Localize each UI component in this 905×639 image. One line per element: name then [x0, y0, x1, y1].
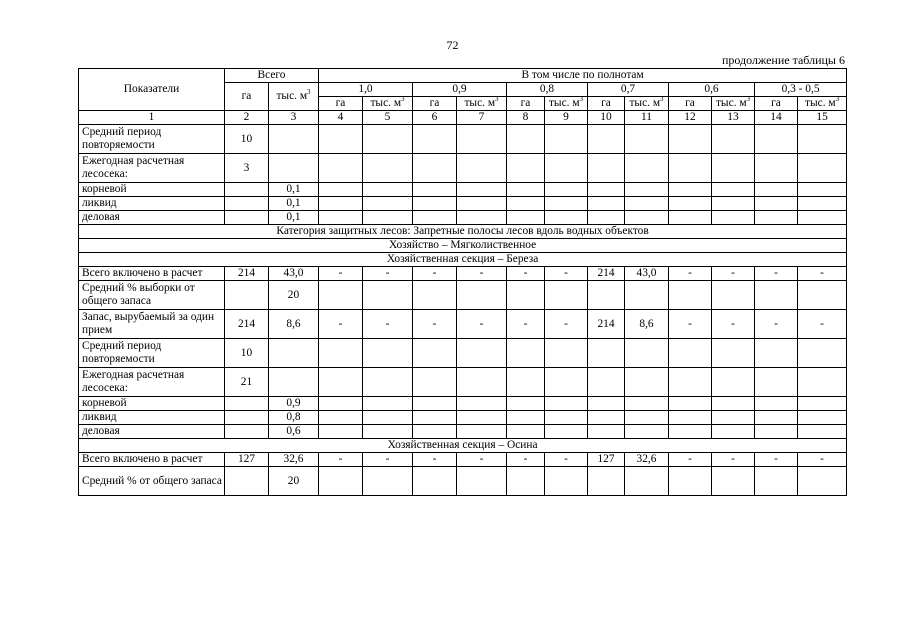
header-ha: га: [755, 97, 798, 111]
table-cell: [225, 183, 269, 197]
header-including: В том числе по полнотам: [319, 69, 847, 83]
table-cell: [363, 281, 413, 310]
table-row: [79, 411, 847, 425]
table-cell: -: [545, 453, 588, 467]
table-cell: [269, 368, 319, 397]
column-number: 6: [413, 111, 457, 125]
table-cell: [798, 467, 847, 496]
table-cell: -: [755, 453, 798, 467]
table-cell: [457, 125, 507, 154]
table-cell: [545, 183, 588, 197]
table-cell: 214: [588, 267, 625, 281]
table-cell: [588, 183, 625, 197]
table-cell: [363, 154, 413, 183]
header-thous: тыс. $м^3$: [545, 97, 588, 111]
table-cell: [625, 368, 669, 397]
table-cell: [507, 339, 545, 368]
table-cell: [545, 425, 588, 439]
table-row: [79, 125, 847, 154]
table-cell: [712, 211, 755, 225]
table-row: [79, 281, 847, 310]
table-cell: [798, 339, 847, 368]
table-cell: [457, 368, 507, 397]
column-number: 4: [319, 111, 363, 125]
table-cell: [669, 397, 712, 411]
table-cell: -: [319, 267, 363, 281]
header-thous: тыс. $м^3$: [457, 97, 507, 111]
table-cell: [363, 397, 413, 411]
table-cell: [413, 154, 457, 183]
header-ha: га: [507, 97, 545, 111]
table-cell: [225, 197, 269, 211]
table-cell: -: [755, 267, 798, 281]
table-cell: [712, 425, 755, 439]
table-cell: [798, 125, 847, 154]
table-cell: 127: [588, 453, 625, 467]
table-cell: [755, 183, 798, 197]
table-cell: [755, 281, 798, 310]
header-density: 1,0: [319, 83, 413, 97]
table-cell: [545, 154, 588, 183]
table-cell: [457, 411, 507, 425]
table-cell: [319, 467, 363, 496]
table-row: [79, 339, 847, 368]
table-cell: [588, 397, 625, 411]
row-label: деловая: [79, 425, 225, 439]
table-cell: [625, 197, 669, 211]
table-cell: [225, 411, 269, 425]
table-cell: [319, 281, 363, 310]
table-cell: [669, 125, 712, 154]
table-cell: [269, 154, 319, 183]
section-title: Хозяйственная секция – Береза: [79, 253, 847, 267]
table-cell: [755, 368, 798, 397]
table-cell: [319, 125, 363, 154]
table-cell: 32,6: [625, 453, 669, 467]
table-cell: [507, 411, 545, 425]
table-cell: -: [507, 453, 545, 467]
table-cell: [669, 281, 712, 310]
table-cell: [457, 154, 507, 183]
row-label: Всего включено в расчет: [79, 453, 225, 467]
table-cell: 0,1: [269, 211, 319, 225]
table-cell: 8,6: [625, 310, 669, 339]
table-cell: -: [457, 453, 507, 467]
table-cell: [755, 467, 798, 496]
table-row: [79, 453, 847, 467]
table-cell: [507, 425, 545, 439]
table-cell: [712, 397, 755, 411]
table-cell: [625, 183, 669, 197]
table-cell: [588, 125, 625, 154]
row-label: Всего включено в расчет: [79, 267, 225, 281]
section-header-row: [79, 439, 847, 453]
table-cell: [669, 183, 712, 197]
column-number: 2: [225, 111, 269, 125]
column-number: 14: [755, 111, 798, 125]
table-cell: [413, 397, 457, 411]
table-cell: -: [319, 310, 363, 339]
table-cell: [798, 281, 847, 310]
table-cell: [588, 368, 625, 397]
table-cell: [712, 125, 755, 154]
table-cell: [363, 339, 413, 368]
table-cell: [363, 467, 413, 496]
table-cell: [363, 197, 413, 211]
table-cell: [457, 211, 507, 225]
header-thous: тыс. $м^3$: [625, 97, 669, 111]
table-cell: [269, 339, 319, 368]
forest-table: [78, 68, 847, 496]
page-number: 72: [446, 38, 459, 52]
table-row: [79, 397, 847, 411]
table-cell: [712, 183, 755, 197]
table-cell: [798, 154, 847, 183]
header-thous: тыс. $м^3$: [712, 97, 755, 111]
table-cell: [507, 467, 545, 496]
section-header-row: [79, 253, 847, 267]
table-cell: [669, 368, 712, 397]
row-label: Запас, вырубаемый за один прием: [79, 310, 225, 339]
table-cell: 214: [225, 267, 269, 281]
table-cell: 214: [588, 310, 625, 339]
column-number: 1: [79, 111, 225, 125]
table-cell: [413, 281, 457, 310]
table-cell: -: [712, 267, 755, 281]
table-cell: [755, 397, 798, 411]
table-cell: [625, 125, 669, 154]
table-cell: -: [457, 267, 507, 281]
table-cell: -: [712, 310, 755, 339]
header-total-thous: тыс. $м^3$: [269, 83, 319, 111]
table-cell: [588, 411, 625, 425]
table-cell: -: [798, 453, 847, 467]
table-cell: [457, 397, 507, 411]
table-cell: 10: [225, 339, 269, 368]
table-cell: 32,6: [269, 453, 319, 467]
table-cell: [225, 281, 269, 310]
header-ha: га: [669, 97, 712, 111]
table-cell: [798, 368, 847, 397]
table-cell: [588, 281, 625, 310]
table-cell: -: [669, 267, 712, 281]
table-cell: [413, 425, 457, 439]
table-row: [79, 267, 847, 281]
table-row: [79, 197, 847, 211]
table-cell: [363, 125, 413, 154]
table-cell: -: [755, 310, 798, 339]
table-cell: -: [363, 453, 413, 467]
table-cell: [712, 411, 755, 425]
column-number: 15: [798, 111, 847, 125]
row-label: Средний период повторяемости: [79, 339, 225, 368]
row-label: Ежегодная расчетная лесосека:: [79, 154, 225, 183]
table-cell: -: [669, 310, 712, 339]
table-cell: [755, 197, 798, 211]
table-row: [79, 368, 847, 397]
table-cell: [798, 397, 847, 411]
table-cell: [625, 281, 669, 310]
table-cell: [413, 125, 457, 154]
row-label: Средний % выборки от общего запаса: [79, 281, 225, 310]
table-cell: [669, 154, 712, 183]
table-row: [79, 183, 847, 197]
table-cell: [625, 425, 669, 439]
table-cell: [413, 368, 457, 397]
table-cell: [507, 154, 545, 183]
row-label: ликвид: [79, 411, 225, 425]
table-cell: -: [798, 267, 847, 281]
table-cell: 214: [225, 310, 269, 339]
table-cell: [507, 211, 545, 225]
section-header-row: [79, 239, 847, 253]
table-cell: -: [507, 310, 545, 339]
table-cell: [225, 425, 269, 439]
table-cell: [413, 211, 457, 225]
table-row: [79, 425, 847, 439]
table-cell: [507, 125, 545, 154]
table-cell: [625, 339, 669, 368]
table-cell: [712, 368, 755, 397]
table-cell: [319, 211, 363, 225]
table-cell: [413, 467, 457, 496]
table-cell: [319, 397, 363, 411]
section-title: Категория защитных лесов: Запретные полосы лесов вдоль водных объектов: [79, 225, 847, 239]
table-cell: [625, 467, 669, 496]
table-cell: [363, 368, 413, 397]
header-indicators: Показатели: [79, 69, 225, 111]
table-cell: [755, 211, 798, 225]
table-cell: [457, 183, 507, 197]
column-number: 9: [545, 111, 588, 125]
table-cell: -: [457, 310, 507, 339]
table-cell: [798, 211, 847, 225]
table-cell: 10: [225, 125, 269, 154]
table-cell: [669, 211, 712, 225]
table-cell: [712, 197, 755, 211]
header-ha: га: [588, 97, 625, 111]
section-header-row: [79, 225, 847, 239]
table-cell: -: [712, 453, 755, 467]
table-cell: [507, 281, 545, 310]
table-cell: 0,8: [269, 411, 319, 425]
header-density: 0,9: [413, 83, 507, 97]
column-number: 3: [269, 111, 319, 125]
table-cell: -: [545, 267, 588, 281]
header-density: 0,3 - 0,5: [755, 83, 847, 97]
table-cell: [319, 197, 363, 211]
table-cell: [625, 411, 669, 425]
table-cell: [545, 211, 588, 225]
table-cell: 20: [269, 281, 319, 310]
table-cell: [507, 368, 545, 397]
table-cell: 43,0: [269, 267, 319, 281]
table-cell: [319, 154, 363, 183]
table-cell: [588, 339, 625, 368]
table-cell: [225, 211, 269, 225]
table-cell: -: [413, 267, 457, 281]
table-cell: 0,9: [269, 397, 319, 411]
row-label: деловая: [79, 211, 225, 225]
table-row: [79, 467, 847, 496]
table-cell: [588, 425, 625, 439]
table-cell: [755, 339, 798, 368]
table-cell: 0,6: [269, 425, 319, 439]
table-cell: [319, 183, 363, 197]
table-cell: [625, 154, 669, 183]
table-cell: [669, 425, 712, 439]
table-cell: [507, 197, 545, 211]
table-cell: [712, 281, 755, 310]
table-cell: [545, 467, 588, 496]
table-cell: [588, 197, 625, 211]
table-cell: [798, 411, 847, 425]
table-cell: -: [319, 453, 363, 467]
table-cell: [413, 197, 457, 211]
table-cell: [507, 397, 545, 411]
table-cell: -: [798, 310, 847, 339]
table-cell: [712, 339, 755, 368]
header-thous: тыс. $м^3$: [798, 97, 847, 111]
table-cell: [755, 125, 798, 154]
table-cell: -: [363, 310, 413, 339]
row-label: Средний период повторяемости: [79, 125, 225, 154]
table-cell: [588, 467, 625, 496]
table-cell: [269, 125, 319, 154]
table-cell: [457, 425, 507, 439]
table-cell: [588, 211, 625, 225]
column-number: 13: [712, 111, 755, 125]
table-cell: [669, 467, 712, 496]
table-cell: 3: [225, 154, 269, 183]
table-cell: 43,0: [625, 267, 669, 281]
header-density: 0,8: [507, 83, 588, 97]
table-cell: [319, 368, 363, 397]
header-total: Всего: [225, 69, 319, 83]
header-density: 0,6: [669, 83, 755, 97]
table-cell: [457, 339, 507, 368]
table-row: [79, 154, 847, 183]
table-cell: [798, 425, 847, 439]
table-cell: [669, 197, 712, 211]
table-cell: [225, 397, 269, 411]
table-cell: [457, 467, 507, 496]
table-cell: 0,1: [269, 197, 319, 211]
table-cell: -: [669, 453, 712, 467]
table-cell: [507, 183, 545, 197]
table-cell: [798, 197, 847, 211]
table-cell: [363, 211, 413, 225]
table-cell: [363, 411, 413, 425]
row-label: ликвид: [79, 197, 225, 211]
table-row: [79, 310, 847, 339]
table-cell: [669, 411, 712, 425]
section-title: Хозяйственная секция – Осина: [79, 439, 847, 453]
table-cell: 20: [269, 467, 319, 496]
column-number: 8: [507, 111, 545, 125]
column-number: 5: [363, 111, 413, 125]
table-cell: 21: [225, 368, 269, 397]
row-label: корневой: [79, 183, 225, 197]
table-cell: [545, 197, 588, 211]
table-cell: [363, 425, 413, 439]
table-cell: -: [507, 267, 545, 281]
table-cell: [457, 197, 507, 211]
table-cell: [545, 281, 588, 310]
header-thous: тыс. $м^3$: [363, 97, 413, 111]
table-cell: 0,1: [269, 183, 319, 197]
table-cell: [413, 183, 457, 197]
table-cell: [545, 368, 588, 397]
table-cell: [319, 411, 363, 425]
table-cell: [545, 125, 588, 154]
table-cell: [457, 281, 507, 310]
table-cell: -: [413, 453, 457, 467]
header-density: 0,7: [588, 83, 669, 97]
row-label: корневой: [79, 397, 225, 411]
header-ha: га: [319, 97, 363, 111]
table-cell: 127: [225, 453, 269, 467]
column-number: 7: [457, 111, 507, 125]
row-label: Ежегодная расчетная лесосека:: [79, 368, 225, 397]
table-row: [79, 211, 847, 225]
table-cell: [625, 397, 669, 411]
table-continuation-note: продолжение таблицы 6: [721, 53, 845, 67]
column-number: 11: [625, 111, 669, 125]
table-cell: [413, 339, 457, 368]
table-cell: [625, 211, 669, 225]
table-cell: [545, 411, 588, 425]
table-cell: [545, 397, 588, 411]
table-cell: [413, 411, 457, 425]
table-cell: [669, 339, 712, 368]
table-cell: [588, 154, 625, 183]
table-cell: [363, 183, 413, 197]
table-cell: -: [413, 310, 457, 339]
header-ha: га: [413, 97, 457, 111]
table-cell: -: [363, 267, 413, 281]
table-cell: [755, 154, 798, 183]
row-label: Средний % от общего запаса: [79, 467, 225, 496]
table-cell: [755, 411, 798, 425]
table-cell: -: [545, 310, 588, 339]
section-title: Хозяйство – Мягколиственное: [79, 239, 847, 253]
header-total-ha: га: [225, 83, 269, 111]
table-cell: [319, 425, 363, 439]
column-number: 10: [588, 111, 625, 125]
table-cell: [712, 154, 755, 183]
table-cell: [319, 339, 363, 368]
column-number-row: [79, 111, 847, 125]
table-cell: 8,6: [269, 310, 319, 339]
table-cell: [755, 425, 798, 439]
column-number: 12: [669, 111, 712, 125]
table-cell: [225, 467, 269, 496]
table-cell: [712, 467, 755, 496]
table-cell: [798, 183, 847, 197]
table-cell: [545, 339, 588, 368]
